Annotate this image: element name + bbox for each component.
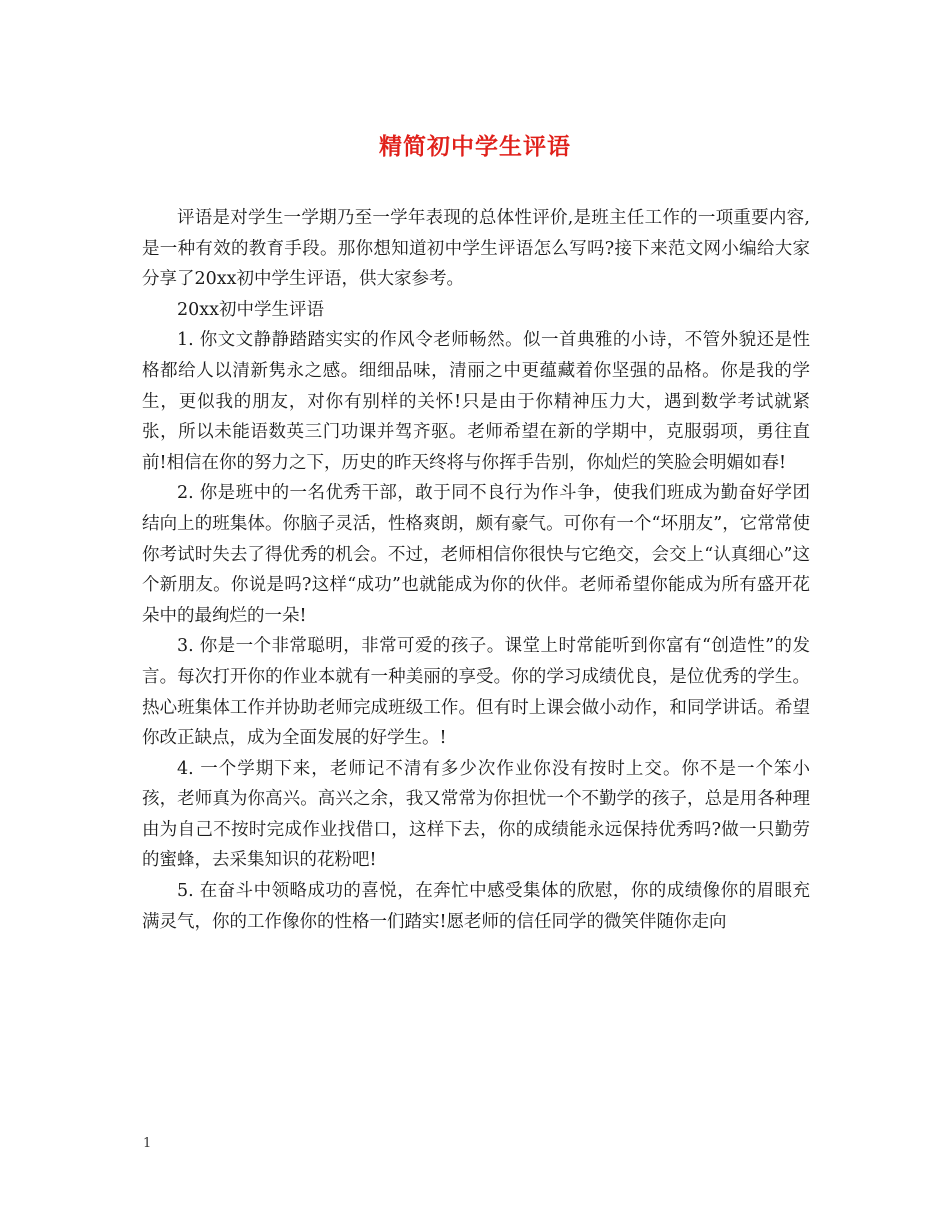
comment-paragraph-3: 3. 你是一个非常聪明，非常可爱的孩子。课堂上时常能听到你富有“创造性”的发言。每次打开你的作业本就有一种美丽的享受。你的学习成绩优良，是位优秀的学生。热心班集体工作并协助老师完成班级工作。但有时上课会做小动作，和同学讲话。希望你改正缺点，成为全面发展的好学生。! [142, 636, 810, 749]
comment-paragraph-4: 4. 一个学期下来，老师记不清有多少次作业你没有按时上交。你不是一个笨小孩，老师真为你高兴。高兴之余，我又常常为你担忧一个不勤学的孩子，总是用各种理由为自己不按时完成作业找借口，这样下去，你的成绩能永远保持优秀吗?做一只勤劳的蜜蜂，去采集知识的花粉吧! [142, 758, 810, 871]
section-heading: 20xx初中学生评语 [177, 299, 325, 320]
intro-paragraph: 评语是对学生一学期乃至一学年表现的总体性评价,是班主任工作的一项重要内容,是一种有效的教育手段。那你想知道初中学生评语怎么写吗?接下来范文网小编给大家分享了20xx初中学生评语，供大家参考。 [142, 208, 810, 290]
comment-paragraph-5: 5. 在奋斗中领略成功的喜悦，在奔忙中感受集体的欣慰，你的成绩像你的眉眼充满灵气，你的工作像你的性格一们踏实!愿老师的信任同学的微笑伴随你走向 [142, 881, 810, 932]
comment-paragraph-1: 1. 你文文静静踏踏实实的作风令老师畅然。似一首典雅的小诗，不管外貌还是性格都给人以清新隽永之感。细细品味，清丽之中更蕴藏着你坚强的品格。你是我的学生，更似我的朋友，对你有别样的关怀!只是由于你精神压力大，遇到数学考试就紧张，所以未能语数英三门功课并驾齐驱。老师希望在新的学期中，克服弱项，勇往直前!相信在你的努力之下，历史的昨天终将与你挥手告别，你灿烂的笑脸会明媚如春! [142, 330, 810, 473]
document-body [142, 203, 810, 937]
comment-paragraph-2: 2. 你是班中的一名优秀干部，敢于同不良行为作斗争，使我们班成为勤奋好学团结向上的班集体。你脑子灵活，性格爽朗，颇有豪气。可你有一个“坏朋友”，它常常使你考试时失去了得优秀的机会。不过，老师相信你很快与它绝交，会交上“认真细心”这个新朋友。你说是吗?这样“成功”也就能成为你的伙伴。老师希望你能成为所有盛开花朵中的最绚烂的一朵! [142, 483, 810, 626]
document-title: 精简初中学生评语 [379, 133, 571, 160]
page-number: 1 [143, 1136, 152, 1151]
